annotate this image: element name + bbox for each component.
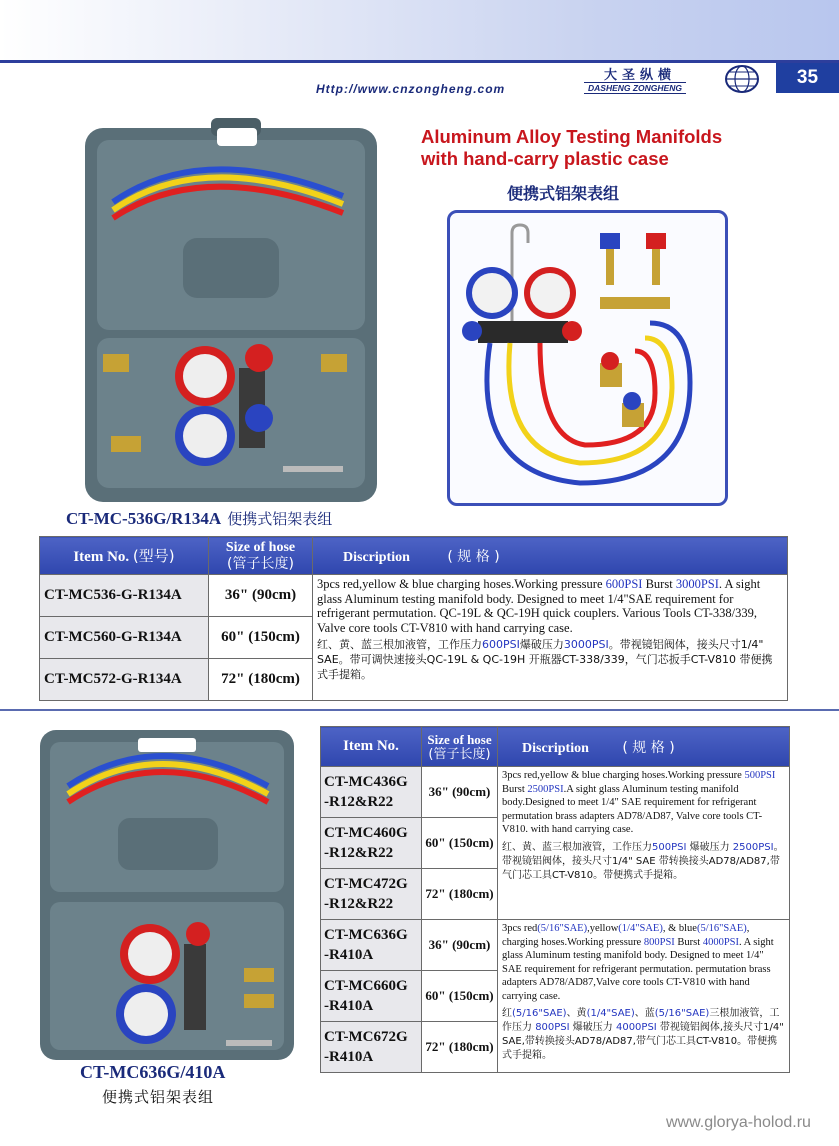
burst-pressure: 2500PSI [527,783,564,795]
brand-name-en: DASHENG ZONGHENG [584,82,686,94]
hose-size: 60" (150cm) [209,617,313,659]
desc-text: . A sight glass Aluminum testing manifold body. Designed to meet 1/4"SAE requirement for refrigerant permutation. QC-19L & QC-19H quick couplers. Various Tools CT-338/339, Valve core tools CT-V810 with hand carrying case. [317,577,761,635]
item-line: -R410A [324,947,374,963]
burst-pressure-cn: 4000PSI [615,1022,657,1033]
working-pressure: 600PSI [605,577,643,591]
desc-text: , & blue [662,923,697,934]
item-number [321,971,422,1022]
burst-pressure: 4000PSI [702,936,739,948]
col-header-desc [498,727,790,767]
item-number: CT-MC572-G-R134A [40,659,209,701]
header-desc-cn: ( 规 格 ) [447,548,500,565]
col-header-size [422,727,498,767]
working-pressure: 800PSI [643,936,675,948]
item-line: -R12&R22 [324,896,394,912]
description-cell [313,575,788,701]
working-pressure-cn: 500PSI [652,841,687,853]
hose-spec-cn: (5/16"SAE) [654,1008,710,1019]
item-line: CT-MC672G [324,1029,408,1045]
header-size-label: Size of hose [427,731,492,747]
desc-cn-text: 红、黄、蓝三根加液管，工作压力 [502,841,652,853]
manifold-detail-photo [450,213,725,503]
item-line: CT-MC660G [324,978,408,994]
item-number [321,920,422,971]
desc-cn-text: 爆破压力 [686,841,733,853]
hose-size: 36" (90cm) [209,575,313,617]
desc-text: Burst [674,936,703,948]
desc-text: Burst [642,577,676,591]
model-caption-636-cn: 便携式铝架表组 [102,1088,215,1106]
hose-spec: (5/16"SAE) [537,923,588,934]
burst-pressure-cn: 2500PSI [732,841,774,853]
hose-size: 36" (90cm) [422,767,498,818]
col-header-size [209,537,313,575]
table-header-row [321,727,790,767]
item-line: -R410A [324,998,374,1014]
table-row [40,575,788,617]
desc-cn-text: 。带视镜铝阀体，接头尺寸1/4" SAE 带转换接头AD78/AD87,带气门芯工具CT-V810。带便携式手提箱。 [502,841,784,881]
desc-cn [502,841,785,883]
section-title-cn: 便携式铝架表组 [507,184,620,203]
item-number [321,1022,422,1073]
hose-spec-cn: (5/16"SAE) [512,1008,567,1019]
item-line: -R12&R22 [324,794,394,810]
hose-size: 72" (180cm) [422,1022,498,1073]
hose-size: 36" (90cm) [422,920,498,971]
item-line: -R410A [324,1049,374,1065]
header-desc-label: Discription [343,549,410,565]
hose-size: 72" (180cm) [209,659,313,701]
desc-cn-text: 爆破压力 [519,638,564,651]
desc-cn-text: 。带视镜铝阀体，接头尺寸1/4" SAE。带可调快速接头QC-19L & QC-19H 开瓶器CT-338/339，气门芯扳手CT-V810 带便携式手提箱。 [317,638,773,681]
header-desc-label: Discription [522,740,589,756]
description-cell [498,920,790,1073]
spec-table-r410a [320,726,790,1073]
working-pressure-cn: 800PSI [535,1022,570,1033]
item-number: CT-MC536-G-R134A [40,575,209,617]
working-pressure-cn: 600PSI [482,638,520,651]
desc-text: ,yellow [587,923,619,934]
item-number [321,869,422,920]
desc-text: 3pcs red [502,923,538,934]
desc-cn-text: 爆破压力 [569,1022,616,1033]
desc-text: , charging hoses.Working pressure [502,923,750,948]
product-photo-case-636 [38,722,296,1062]
model-caption-636: CT-MC636G/410A [80,1062,226,1082]
product-photo-case-536 [83,118,379,504]
hose-spec: (5/16"SAE) [696,923,747,934]
title-line-1: Aluminum Alloy Testing Manifolds [421,126,723,147]
desc-text: .A sight glass Aluminum testing manifold body.Designed to meet 1/4" SAE requirement for refrigerant permutation brass adapters AD78/AD87, Valve core tools CT-V810. with hand carrying case. [502,783,763,835]
item-number [321,767,422,818]
desc-text: 3pcs red,yellow & blue charging hoses.Working pressure [502,770,745,781]
item-line: -R12&R22 [324,845,394,861]
desc-cn-text: 三根加液管，工作压力 [502,1008,780,1033]
desc-cn [502,1007,785,1063]
working-pressure: 500PSI [744,770,776,781]
header-item-cn: (型号) [132,547,175,565]
desc-text: 3pcs red,yellow & blue charging hoses.Working pressure [317,577,606,591]
model-caption-536 [66,508,332,529]
description-cell [498,767,790,920]
header-desc-cn: ( 规 格 ) [622,739,675,756]
desc-cn-text: 、黄 [566,1008,587,1019]
burst-pressure: 3000PSI [675,577,719,591]
header-size-label: Size of hose [225,539,296,555]
header-size-cn: (管子长度) [428,746,491,762]
globe-logo-icon [724,64,760,94]
item-number: CT-MC560-G-R134A [40,617,209,659]
desc-text: Burst [502,783,528,795]
desc-text: . A sight glass Aluminum testing manifold body. Designed to meet 1/4" SAE requirement for refrigerant permutation. permutation brass adapters AD78/AD87,Valve core tools CT-V810 with hand carrying case. [502,936,774,1002]
spec-table-r134a [39,536,788,701]
section-title-en [421,126,722,170]
header-size-cn: (管子长度) [227,555,294,572]
col-header-item: Item No. [321,727,422,767]
hose-size: 60" (150cm) [422,971,498,1022]
footer-website-link[interactable]: www.glorya-holod.ru [666,1114,811,1131]
col-header-item [40,537,209,575]
item-number [321,818,422,869]
header-band [0,0,839,62]
item-line: CT-MC460G [324,825,408,841]
hose-spec-cn: (1/4"SAE) [586,1008,635,1019]
model-caption-cn: 便携式铝架表组 [227,510,333,528]
table-row [321,920,790,971]
item-line: CT-MC436G [324,774,408,790]
product-detail-frame [447,210,728,506]
item-line: CT-MC636G [324,927,408,943]
model-code: CT-MC-536G/R134A [66,509,222,528]
header-rule [0,60,839,63]
page-number: 35 [776,63,839,93]
desc-cn-text: 、蓝 [634,1008,655,1019]
website-url[interactable]: Http://www.cnzongheng.com [316,82,506,96]
burst-pressure-cn: 3000PSI [563,638,609,651]
header-item-label: Item No. [73,549,130,565]
desc-cn-text: 带视镜铝阀体,接头尺寸1/4" SAE,带转换接头AD78/AD87,带气门芯工具CT-V810。带便携式手提箱。 [502,1022,784,1061]
hose-spec: (1/4"SAE) [618,923,663,934]
desc-cn-text: 红、黄、蓝三根加液管，工作压力 [317,638,482,651]
col-header-desc [313,537,788,575]
item-line: CT-MC472G [324,876,408,892]
hose-size: 60" (150cm) [422,818,498,869]
hose-size: 72" (180cm) [422,869,498,920]
table-header-row [40,537,788,575]
title-line-2: with hand-carry plastic case [421,148,669,169]
section-divider [0,709,839,711]
desc-cn-text: 红 [502,1008,512,1019]
desc-cn [317,637,783,682]
brand-name-cn: 大圣纵横 [604,68,677,83]
table-row [321,767,790,818]
